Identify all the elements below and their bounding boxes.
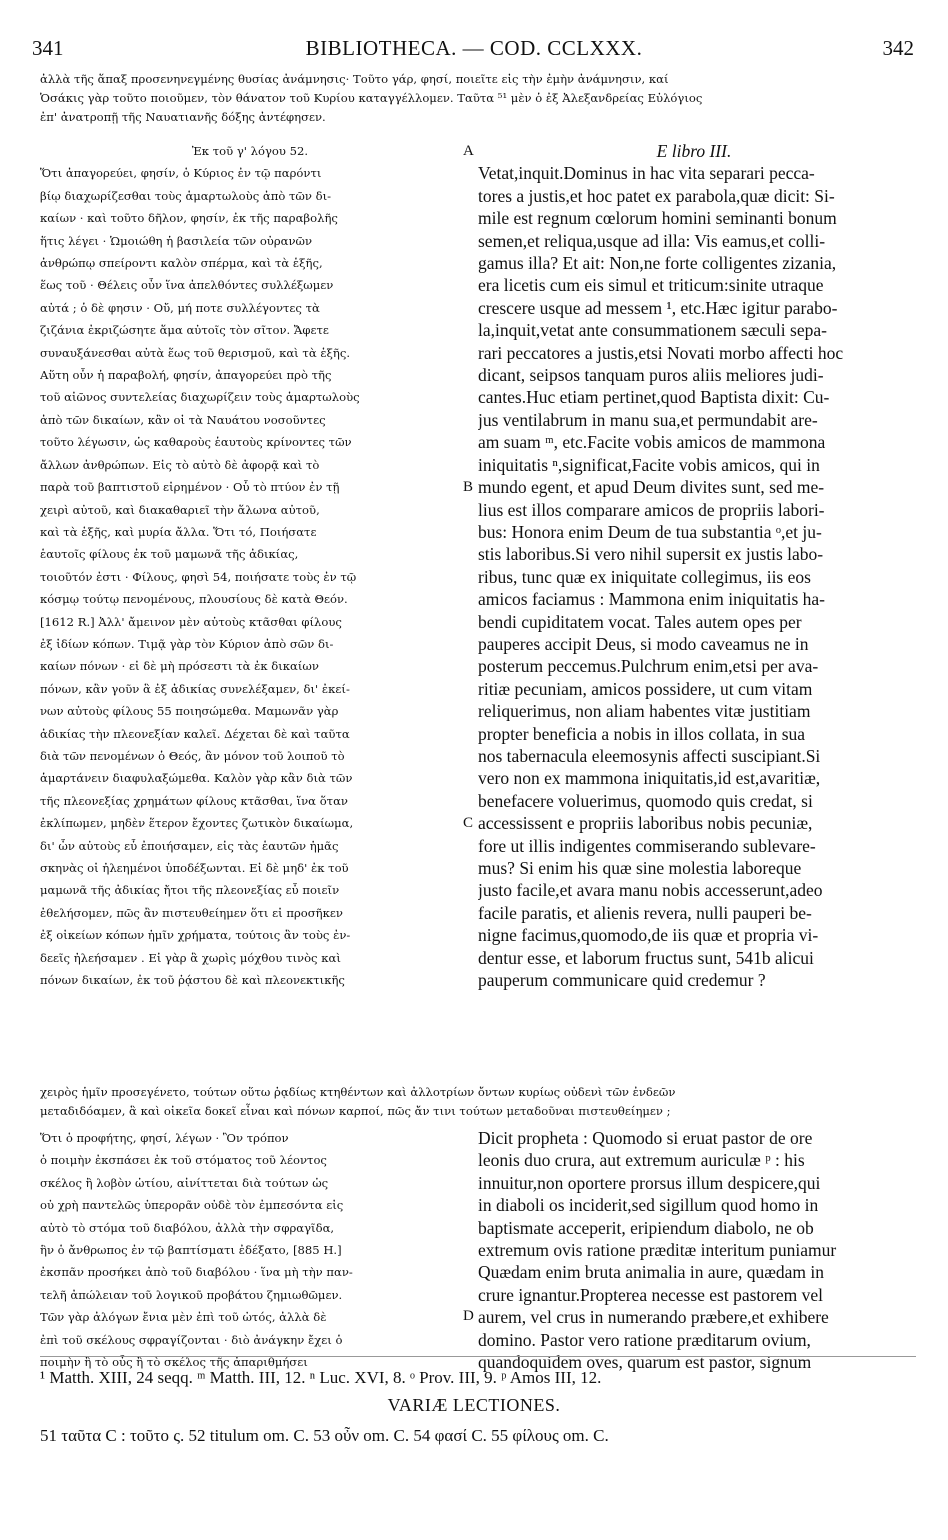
greek-line: [1612 R.] Ἀλλ' ἄμεινον μὲν αὐτοὺς κτᾶσθαι φίλους xyxy=(40,614,342,629)
greek-line: σκέλος ἢ λοβὸν ὠτίου, αἰνίττεται διὰ τούτων ὡς xyxy=(40,1175,329,1190)
greek-line: αὐτά ; ὁ δὲ φησιν · Οὔ, μή ποτε συλλέγοντες τὰ xyxy=(40,300,320,315)
latin-line: bendi cupiditatem vocat. Tales autem opes per xyxy=(478,611,802,632)
margin-marker-a: A xyxy=(463,143,474,159)
full-width-greek-text xyxy=(40,1083,916,1121)
greek-line: Ὅτι ὁ προφήτης, φησί, λέγων · Ὃν τρόπον xyxy=(40,1131,289,1145)
greek-line: ἑαυτοῖς φίλους ἐκ τοῦ μαμωνᾶ τῆς ἀδικίας, xyxy=(40,547,299,562)
variae-lectiones-title: VARIÆ LECTIONES. xyxy=(387,1395,561,1415)
latin-line: crure ignantur.Propterea necesse est pastorem vel xyxy=(478,1284,824,1305)
greek-line: ἁμαρτάνειν διαφυλαξώμεθα. Καλὸν γὰρ κἂν διὰ τῶν xyxy=(40,771,353,786)
latin-line: justo facile,et avara manu nobis accesserunt,adeo xyxy=(478,880,823,901)
text-line: ἀλλὰ τῆς ἅπαξ προσενηνεγμένης θυσίας ἀνάμνησις· Τοῦτο γάρ, φησί, ποιεῖτε εἰς τὴν ἐμὴν ἀνάμνησιν, καί xyxy=(40,72,669,86)
latin-section-heading: E libro III. xyxy=(656,141,732,161)
greek-line: ἄλλων ἀνθρώπων. Εἰς τὸ αὐτὸ δὲ ἀφορᾷ καὶ τὸ xyxy=(40,457,320,472)
latin-line: reliquerimus, non aliam habentes vitæ justitiam xyxy=(478,701,811,722)
latin-line: crescere usque ad messem ¹, etc.Hæc igitur parabo- xyxy=(478,297,838,318)
latin-line: la,inquit,vetat ante consummationem sæculi sepa- xyxy=(478,320,827,341)
greek-line: καίων · καὶ τοῦτο δῆλον, φησίν, ἐκ τῆς παραβολῆς xyxy=(40,211,338,226)
greek-line: καίων πόνων · εἰ δὲ μὴ πρόσεστι τὰ ἐκ δικαίων xyxy=(40,659,319,674)
latin-line: bus: Honora enim Deum de tua substantia ᵒ,et ju- xyxy=(478,521,822,542)
latin-line: Vetat,inquit.Dominus in hac vita separari pecca- xyxy=(478,163,815,184)
page-number-left: 341 xyxy=(32,36,64,60)
latin-line: dicant, seipsos tanquam puros aliis meliores judi- xyxy=(478,365,824,386)
greek-line: βίῳ διαχωρίζεσθαι τοὺς ἁμαρτωλοὺς ἀπὸ τῶν δι- xyxy=(40,188,332,203)
page-header xyxy=(28,32,920,66)
latin-line: jus ventilabrum in manu sua,et permundabit are- xyxy=(478,409,818,430)
greek-line: δεεῖς ἠλεήσαμεν . Εἰ γὰρ ἃ χωρὶς μόχθου τινὸς καὶ xyxy=(40,950,341,965)
latin-line: mile est regnum cœlorum homini seminanti bonum xyxy=(478,208,837,229)
greek-line: ἐθελήσομεν, πῶς ἂν πιστευθείημεν ὅτι εἰ προσῆκεν xyxy=(40,905,343,920)
latin-line: extremum ovis ratione præditæ interitum puniamur xyxy=(478,1240,837,1261)
greek-line: τῆς πλεονεξίας χρημάτων φίλους κτᾶσθαι, ἵνα ὅταν xyxy=(40,793,348,808)
greek-line: δι' ὧν αὐτοὺς εὖ ἐποιήσαμεν, εἰς τὰς ἑαυτῶν ἡμᾶς xyxy=(40,838,339,853)
latin-line: stis laboribus.Si vero nihil supersit ex justis labo- xyxy=(478,544,824,565)
latin-line: leonis duo crura, aut extremum auriculæ ᵖ : his xyxy=(478,1150,805,1171)
greek-line: τελῆ ἀπώλειαν τοῦ λογικοῦ προβάτου ζημιωθῶμεν. xyxy=(40,1287,343,1302)
footnotes: ¹ Matth. XIII, 24 seqq. ᵐ Matth. III, 12. ⁿ Luc. XVI, 8. ᵒ Prov. III, 9. ᵖ Amos III, 12. xyxy=(40,1368,602,1387)
greek-line: τοῦ αἰῶνος συντελείας διαχωρίζειν τοὺς ἁμαρτωλοὺς xyxy=(40,390,360,405)
greek-line: καὶ τὰ ἑξῆς, καὶ μυρία ἄλλα. Ὅτι τό, Ποιήσατε xyxy=(40,524,317,539)
latin-line: benefacere voluerimus, quomodo quis credat, si xyxy=(478,790,813,811)
greek-line: ἀνθρώπῳ σπείροντι καλὸν σπέρμα, καὶ τὰ ἑξῆς, xyxy=(40,256,323,271)
greek-line: Τῶν γὰρ ἀλόγων ἔνια μὲν ἐπὶ τοῦ ὠτός, ἀλλὰ δὲ xyxy=(40,1310,327,1325)
latin-line: gamus illa? Et ait: Non,ne forte colligentes zizania, xyxy=(478,253,837,274)
greek-line: πόνων, κἂν γοῦν ἃ ἐξ ἀδικίας συνελέξαμεν, δι' ἐκεί- xyxy=(40,681,350,696)
latin-line: cantes.Huc etiam pertinet,quod Baptista dixit: Cu- xyxy=(478,387,830,408)
greek-line: σκηνὰς οἱ ἠλεημένοι ὑποδέξωνται. Εἰ δὲ μηδ' ἐκ τοῦ xyxy=(40,861,349,875)
greek-column xyxy=(40,140,460,991)
greek-line: οὐ χρὴ παντελῶς ὑπερορᾶν οὐδὲ τὸν ἐμπεσόντα εἰς xyxy=(40,1198,344,1213)
latin-line: lius est illos comparare amicos de propriis labori- xyxy=(478,499,825,520)
latin-line: am suam ᵐ, etc.Facite vobis amicos de mammona xyxy=(478,432,826,453)
latin-line: tores a justis,et hoc patet ex parabola,quæ dicit: Si- xyxy=(478,185,835,206)
latin-line: innuitur,non oportere prorsus illum despicere,qui xyxy=(478,1172,821,1193)
latin-column-lower xyxy=(478,1127,910,1373)
greek-line: συναυξάνεσθαι αὐτὰ ἕως τοῦ θερισμοῦ, καὶ τὰ ἑξῆς. xyxy=(40,345,351,360)
latin-line: pauperes accipit Deus, si modo caveamus ne in xyxy=(478,633,809,654)
greek-line: ἀπὸ τῶν δικαίων, κἂν οἱ τὰ Ναυάτου νοσοῦντες xyxy=(40,412,326,427)
text-line: Ὁσάκις γὰρ τοῦτο ποιοῦμεν, τὸν θάνατον τοῦ Κυρίου καταγγέλλομεν. Ταῦτα ⁵¹ μὲν ὁ ἐξ Ἀλεξανδρείας Εὐλόγιος xyxy=(40,91,703,105)
greek-line: ἀδικίας τὴν πλεονεξίαν καλεῖ. Δέχεται δὲ καὶ ταῦτα xyxy=(40,726,350,741)
greek-line: ἣν ὁ ἄνθρωπος ἐν τῷ βαπτίσματι ἐδέξατο, [885 H.] xyxy=(40,1243,342,1258)
greek-line: Ὅτι ἀπαγορεύει, φησίν, ὁ Κύριος ἐν τῷ παρόντι xyxy=(40,166,322,181)
latin-line: Dicit propheta : Quomodo si eruat pastor de ore xyxy=(478,1128,813,1148)
text-line: μεταδιδόαμεν, ἃ καὶ οἰκεῖα δοκεῖ εἶναι καὶ πόνων καρποί, πῶς ἄν τινι τούτων μεταδοῦναι πιστευθείημεν ; xyxy=(40,1104,671,1118)
latin-line: ribus, tunc quæ ex iniquitate collegimus, iis eos xyxy=(478,566,811,587)
latin-line: Quædam enim bruta animalia in aure, quædam in xyxy=(478,1262,825,1283)
running-title: BIBLIOTHECA. — COD. CCLXXX. xyxy=(305,36,643,60)
greek-line: μαμωνᾶ τῆς ἀδικίας ἤτοι τῆς πλεονεξίας εὖ ποιεῖν xyxy=(40,883,340,898)
latin-line: amicos faciamus : Mammona enim iniquitatis ha- xyxy=(478,589,826,610)
greek-line: παρὰ τοῦ βαπτιστοῦ εἰρημένον · Οὗ τὸ πτύον ἐν τῇ xyxy=(40,480,340,495)
greek-line: τοιοῦτόν ἐστι · Φίλους, φησὶ 54, ποιήσατε τοὺς ἐν τῷ xyxy=(40,569,357,584)
greek-line: ἥτις λέγει · Ὡμοιώθη ἡ βασιλεία τῶν οὐρανῶν xyxy=(40,233,313,248)
latin-line: mundo egent, et apud Deum divites sunt, sed me- xyxy=(478,477,825,498)
latin-line: fore ut illis indigentes commiserando sublevare- xyxy=(478,835,816,856)
latin-line: semen,et reliqua,usque ad illa: Vis eamus,et colli- xyxy=(478,230,826,251)
greek-column-lower xyxy=(40,1127,460,1373)
greek-line: τοῦτο λέγωσιν, ὡς καθαροὺς ἑαυτοὺς κρίνοντες τῶν xyxy=(40,435,352,450)
latin-line: nigne facimus,quomodo,de iis quæ et propria vi- xyxy=(478,925,819,946)
greek-line: ἐξ ἰδίων κόπων. Τιμᾷ γὰρ τὸν Κύριον ἀπὸ σῶν δι- xyxy=(40,636,334,651)
latin-line: nos tabernacula eleemosynis affecti suscipiant.Si xyxy=(478,745,821,766)
greek-line: Αὕτη οὖν ἡ παραβολή, φησίν, ἀπαγορεύει πρὸ τῆς xyxy=(40,368,332,383)
latin-line: dentur esse, et laborum fructus sunt, 541b alicui xyxy=(478,947,814,968)
greek-line: ὁ ποιμὴν ἐκσπάσει ἐκ τοῦ στόματος τοῦ λέοντος xyxy=(40,1153,327,1168)
latin-line: era licetis cum eis simul et triticum:sinite utraque xyxy=(478,275,824,296)
margin-marker-c: C xyxy=(463,815,474,831)
latin-column xyxy=(478,140,910,991)
greek-line: ἐκλίπωμεν, μηδὲν ἕτερον ἔχοντες ζωτικὸν δικαίωμα, xyxy=(40,816,354,831)
greek-line: ἐπὶ τοῦ σκέλους σφραγίζονται · διὸ ἀνάγκην ἔχει ὁ xyxy=(40,1332,343,1347)
greek-line: κόσμῳ τούτῳ πενομένους, πλουσίους δὲ κατὰ Θεόν. xyxy=(40,592,348,607)
text-line: ἐπ' ἀνατροπῇ τῆς Ναυατιανῆς δόξης ἀντέφησεν. xyxy=(40,110,326,124)
greek-line: νων αὐτοὺς φίλους 55 ποιησώμεθα. Μαμωνᾶν γὰρ xyxy=(40,704,339,719)
latin-line: facile paratis, et alienis revera, nulli pauperi be- xyxy=(478,902,812,923)
text-line: χειρὸς ἡμῖν προσεγένετο, τούτων οὕτω ῥᾳδίως κτηθέντων καὶ ἀλλοτρίων ὄντων κυρίως οὐδενὶ τῶν ἐνδεῶν xyxy=(40,1085,676,1099)
latin-line: aurem, vel crus in numerando præbere,et exhibere xyxy=(478,1307,829,1328)
latin-line: propter beneficia a nobis in illos collata, in sua xyxy=(478,723,806,744)
greek-line: ἐξ οἰκείων κόπων ἡμῖν χρήματα, τούτοις ἂν τοὺς ἐν- xyxy=(40,928,351,943)
latin-line: quandoquidem oves, quarum est pastor, signum xyxy=(478,1352,812,1373)
greek-line: ποιμὴν ἢ τὸ οὖς ἢ τὸ σκέλος τῆς ἀπαριθμήσει xyxy=(40,1355,308,1370)
greek-line: ἕως τοῦ · Θέλεις οὖν ἵνα ἀπελθόντες συλλέξωμεν xyxy=(40,278,334,293)
latin-line: domino. Pastor vero ratione præditarum ovium, xyxy=(478,1329,811,1350)
page-number-right: 342 xyxy=(882,36,914,60)
latin-line: iniquitatis ⁿ,significat,Facite vobis amicos, qui in xyxy=(478,454,820,475)
greek-line: χειρὶ αὐτοῦ, καὶ διακαθαριεῖ τὴν ἅλωνα αὐτοῦ, xyxy=(40,502,320,517)
latin-line: baptismate acceperit, eripiendum diabolo, ne ob xyxy=(478,1217,814,1238)
variant-readings: 51 ταῦτα C : τοῦτο ς. 52 titulum om. C. 53 οὖν om. C. 54 φασί C. 55 φίλους om. C. xyxy=(40,1426,609,1445)
intro-greek-text xyxy=(40,70,916,127)
margin-marker-d: D xyxy=(463,1308,474,1324)
latin-line: mus? Si enim his quæ sine molestia laboreque xyxy=(478,858,802,878)
greek-line: αὐτὸ τὸ στόμα τοῦ διαβόλου, ἀλλὰ τὴν σφραγῖδα, xyxy=(40,1220,335,1235)
footnote-divider xyxy=(40,1356,916,1357)
greek-line: πόνων δικαίων, ἐκ τοῦ ῥᾴστου δὲ καὶ πλεονεκτικῆς xyxy=(40,973,345,988)
latin-line: ritiæ pecuniam, amicos possidere, ut cum vitam xyxy=(478,678,813,699)
latin-line: posterum peccemus.Pulchrum enim,etsi per ava- xyxy=(478,656,819,677)
margin-marker-b: B xyxy=(463,479,474,495)
latin-line: pauperum communicare quid credemur ? xyxy=(478,970,766,991)
latin-line: in diaboli os inciderit,sed sigillum quod homo in xyxy=(478,1195,819,1216)
latin-line: rari peccatores a justis,etsi Novati morbo affecti hoc xyxy=(478,342,844,363)
greek-line: ἐκσπᾶν προσήκει ἀπὸ τοῦ διαβόλου · ἵνα μὴ τὴν παν- xyxy=(40,1265,353,1280)
latin-line: vero non ex mammona iniquitatis,id est,avaritiæ, xyxy=(478,768,821,789)
greek-line: διὰ τῶν πενομένων ὁ Θεός, ἂν μόνον τοῦ λοιποῦ τὸ xyxy=(40,748,345,763)
greek-line: ζιζάνια ἐκριζώσητε ἅμα αὐτοῖς τὸν σῖτον. Ἄφετε xyxy=(40,323,329,338)
latin-line: accessissent e propriis laboribus nobis pecuniæ, xyxy=(478,813,813,834)
greek-section-heading: Ἐκ τοῦ γ' λόγου 52. xyxy=(191,144,309,158)
